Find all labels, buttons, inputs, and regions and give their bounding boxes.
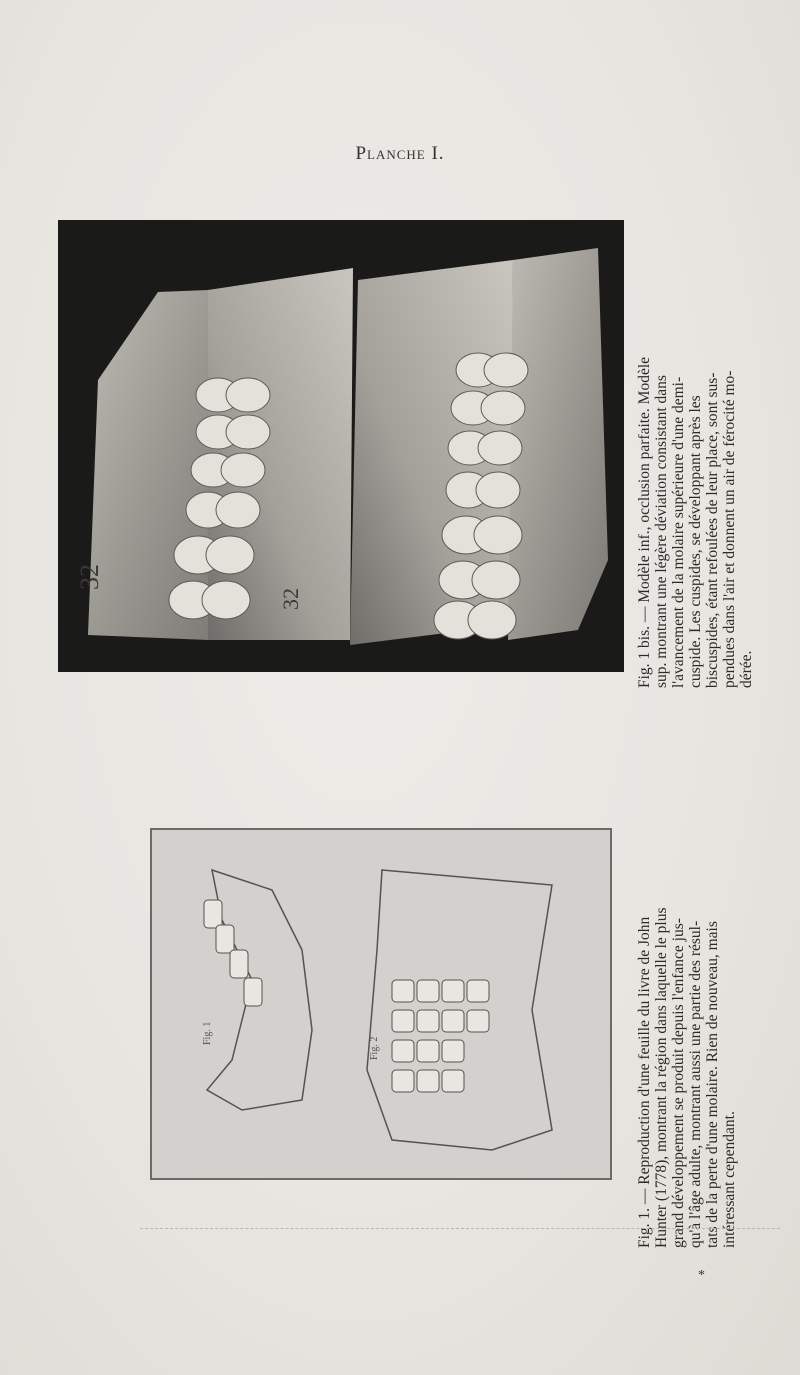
caption-line: tats de la perte d'une molaire. Rien de nouveau, mais: [704, 921, 721, 1248]
caption-line: intéressant cependant.: [721, 1111, 738, 1248]
jaw-engraving-image: [152, 830, 610, 1178]
caption-fig1: [636, 768, 738, 1248]
caption-line: Hunter (1778), montrant la région dans laquelle le plus: [653, 907, 670, 1248]
caption-line: sup. montrant une légère déviation consistant dans: [653, 375, 670, 688]
caption-fig1bis: [636, 208, 755, 688]
dental-casts-photo: [58, 220, 624, 672]
engraving-fig1-label: Fig. 1: [202, 1021, 213, 1045]
caption-line: Fig. 1. — Reproduction d'une feuille du livre de John: [636, 916, 653, 1248]
caption-line: grand développement se produit depuis l'enfance jus-: [670, 918, 687, 1248]
caption-line: Fig. 1 bis. — Modèle inf., occlusion parfaite. Modèle: [636, 356, 653, 688]
dental-casts-image: [58, 220, 624, 672]
footnote-star: *: [698, 1268, 705, 1283]
hunter-engraving: [150, 828, 612, 1180]
engraving-fig2-label: Fig. 2: [369, 1036, 380, 1060]
handwritten-number-right: 32: [278, 588, 303, 610]
caption-line: l'avancement de la molaire supérieure d'une demi-: [670, 376, 687, 688]
caption-line: qu'à l'âge adulte, montrant aussi une partie des résul-: [687, 920, 704, 1248]
caption-line: pendues dans l'air et donnent un air de férocité mo-: [721, 370, 738, 688]
caption-line: cuspide. Les cuspides, se développant après les: [687, 395, 704, 688]
handwritten-number-left: 32: [75, 564, 104, 590]
caption-line: biscuspides, étant refoulées de leur place, sont sus-: [704, 372, 721, 688]
caption-line: dérée.: [738, 650, 755, 688]
page-divider: [140, 1228, 780, 1229]
plate-title: Planche I.: [355, 143, 445, 164]
